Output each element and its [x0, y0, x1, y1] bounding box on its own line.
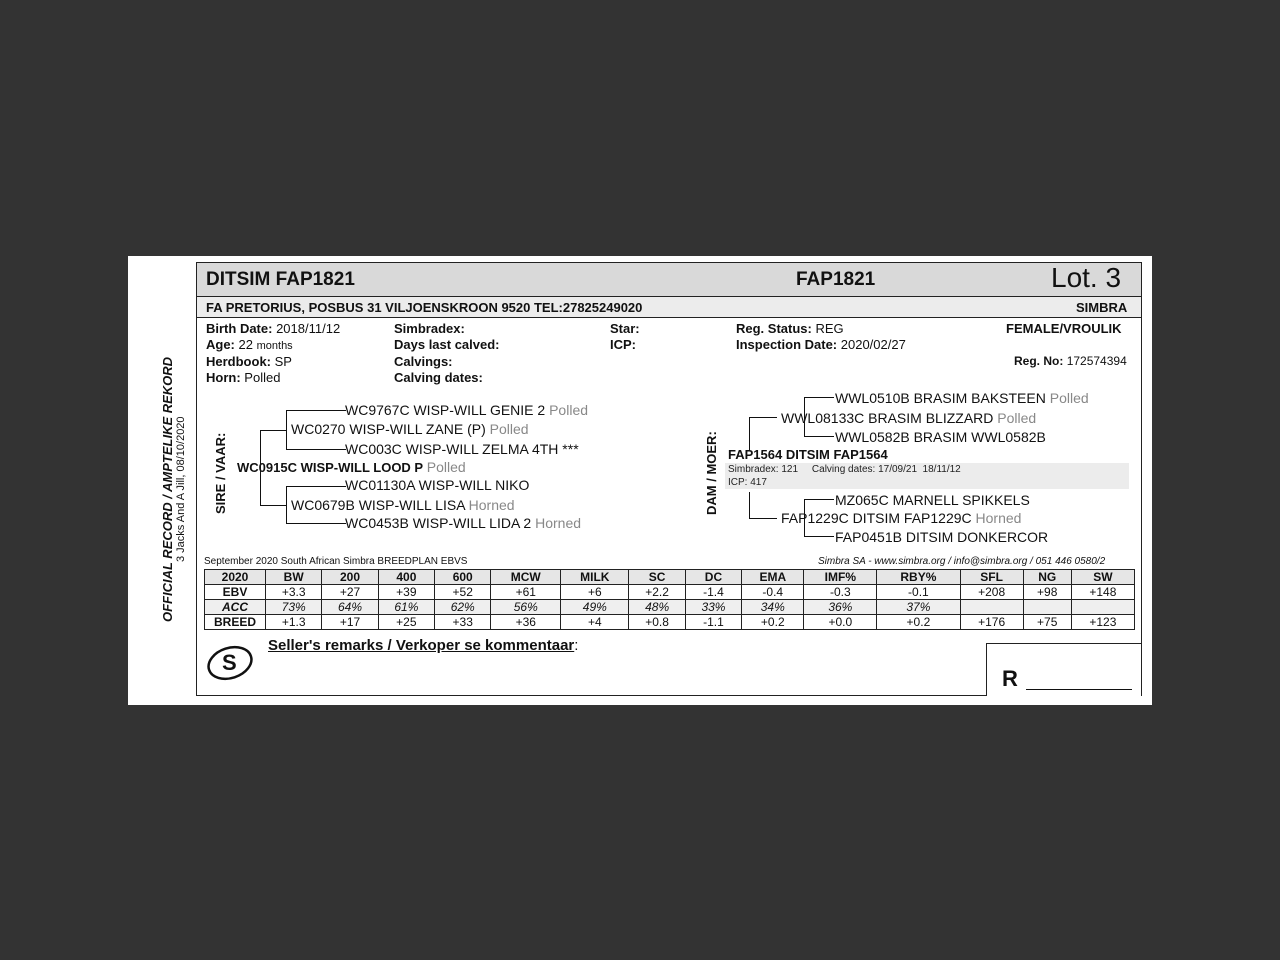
lot-number: Lot. 3 — [1051, 262, 1122, 293]
ebv-cell: 49% — [561, 600, 629, 615]
ebv-cell: +39 — [378, 585, 434, 600]
ebv-cell: +148 — [1071, 585, 1134, 600]
birth-date — [206, 321, 340, 336]
reg-status — [736, 321, 844, 336]
sire-sire-sire — [345, 402, 588, 418]
birth-date-label: Birth Date: — [206, 321, 273, 336]
ebv-trait-header: DC — [685, 570, 741, 585]
record-source: 3 Jacks And A Jill, 08/10/2020 — [175, 416, 187, 562]
ebv-cell: +3.3 — [266, 585, 322, 600]
reg-status-value: REG — [815, 321, 844, 336]
ebv-trait-header: MCW — [491, 570, 561, 585]
dam-sire-dam: WWL0582B BRASIM WWL0582B — [835, 429, 1046, 445]
dam-bracket-line — [804, 536, 834, 537]
ebv-trait-header: NG — [1023, 570, 1071, 585]
ebv-cell: 64% — [322, 600, 378, 615]
sire-dam-dam — [345, 515, 581, 531]
ebv-trait-header: SC — [629, 570, 685, 585]
sellers-remarks — [268, 637, 578, 654]
reg-no-value: 172574394 — [1066, 354, 1127, 368]
ebv-cell: -0.1 — [877, 585, 960, 600]
sire-line — [286, 410, 346, 411]
ebv-cell: +0.8 — [629, 615, 685, 630]
star-label: Star: — [610, 321, 640, 336]
dam-sire-sire-name: WWL0510B BRASIM BAKSTEEN — [835, 390, 1046, 406]
reg-no-label: Reg. No: — [1014, 354, 1064, 368]
dam-label: DAM / MOER: — [704, 431, 719, 515]
ebv-cell — [960, 600, 1023, 615]
breed-label: SIMBRA — [1076, 300, 1128, 315]
dam-dam-horn: Horned — [975, 510, 1022, 526]
inspection-date-label: Inspection Date: — [736, 337, 838, 352]
ebv-cell: +25 — [378, 615, 434, 630]
ebv-cell: +0.2 — [742, 615, 804, 630]
ebv-cell: +4 — [561, 615, 629, 630]
sellers-remarks-label: Seller's remarks / Verkoper se kommentaar — [268, 637, 575, 654]
ebv-cell: 33% — [685, 600, 741, 615]
ebv-cell: -1.4 — [685, 585, 741, 600]
sire-sire-line — [286, 449, 346, 450]
dam-dam-name: FAP1229C DITSIM FAP1229C — [781, 510, 972, 526]
ebv-row-label: BREED — [205, 615, 266, 630]
ebv-cell: +176 — [960, 615, 1023, 630]
sire-label: SIRE / VAAR: — [213, 432, 228, 514]
horn — [206, 370, 280, 385]
sire-dam-name: WC0679B WISP-WILL LISA — [291, 497, 465, 513]
sire-dam-dam-name: WC0453B WISP-WILL LIDA 2 — [345, 515, 532, 531]
ebv-caption: September 2020 South African Simbra BREEDPLAN EBVS — [204, 556, 468, 567]
catalogue-card — [128, 256, 1152, 705]
dam-bracket-line — [749, 417, 750, 451]
ebv-cell: +52 — [435, 585, 491, 600]
official-record-label: OFFICIAL RECORD / AMPTELIKE REKORD — [160, 356, 175, 622]
simbra-logo — [206, 644, 254, 682]
ebv-cell: +98 — [1023, 585, 1071, 600]
ebv-cell — [1023, 600, 1071, 615]
calvings-label: Calvings: — [394, 354, 453, 369]
dam-dam — [781, 510, 1021, 526]
icp-label: ICP: — [610, 337, 636, 352]
ebv-row-label: EBV — [205, 585, 266, 600]
inspection-date — [736, 337, 906, 352]
dam-name: FAP1564 DITSIM FAP1564 — [728, 447, 888, 462]
dam-sire-horn: Polled — [997, 410, 1037, 426]
ebv-cell: -0.4 — [742, 585, 804, 600]
sire-sire — [291, 421, 529, 437]
ebv-cell: +0.0 — [804, 615, 877, 630]
ebv-trait-header: EMA — [742, 570, 804, 585]
dam-sire-sire — [835, 390, 1089, 406]
dam-info-line1: Simbradex: 121 Calving dates: 17/09/21 18/11/12 — [728, 464, 961, 475]
ebv-trait-header: 600 — [435, 570, 491, 585]
ebv-cell: +208 — [960, 585, 1023, 600]
dam-bracket-line — [749, 492, 750, 519]
sire-dam — [291, 497, 515, 513]
ebv-row-acc — [205, 600, 1135, 615]
sire-sire-sire-horn: Polled — [549, 402, 589, 418]
ebv-cell: 62% — [435, 600, 491, 615]
sire-name — [237, 459, 466, 475]
reg-no — [1014, 354, 1127, 368]
sire-sire-dam: WC003C WISP-WILL ZELMA 4TH *** — [345, 441, 579, 457]
ebv-cell: 48% — [629, 600, 685, 615]
ebv-cell: +17 — [322, 615, 378, 630]
sire-sire-sire-name: WC9767C WISP-WILL GENIE 2 — [345, 402, 546, 418]
calving-dates-label: Calving dates: — [394, 370, 483, 385]
sellers-remarks-colon: : — [574, 637, 579, 654]
dam-bracket-line — [804, 436, 834, 437]
age-value: 22 — [238, 337, 253, 352]
ebv-row-breed — [205, 615, 1135, 630]
ebv-cell: +6 — [561, 585, 629, 600]
horn-value: Polled — [244, 370, 281, 385]
ebv-cell: 37% — [877, 600, 960, 615]
dam-dam-dam: FAP0451B DITSIM DONKERCOR — [835, 529, 1049, 545]
ebv-trait-header: 400 — [378, 570, 434, 585]
dam-bracket-line — [749, 518, 777, 519]
dam-bracket-line — [804, 397, 834, 398]
ebv-cell: 73% — [266, 600, 322, 615]
dam-sire — [781, 410, 1036, 426]
ebv-trait-header: RBY% — [877, 570, 960, 585]
ebv-cell: 34% — [742, 600, 804, 615]
sire-bracket-line — [286, 486, 346, 487]
ebv-year-header: 2020 — [205, 570, 266, 585]
price-label: R — [1002, 666, 1018, 691]
ebv-contact: Simbra SA - www.simbra.org / info@simbra.org / 051 446 0580/2 — [818, 556, 1106, 567]
simbra-logo-letter: S — [222, 650, 237, 675]
herdbook-value: SP — [274, 354, 292, 369]
sire-horn: Polled — [426, 459, 466, 475]
sire-sire-name: WC0270 WISP-WILL ZANE (P) — [291, 421, 486, 437]
ebv-trait-header: SFL — [960, 570, 1023, 585]
ebv-cell: +27 — [322, 585, 378, 600]
ebv-cell: -1.1 — [685, 615, 741, 630]
simbradex-label: Simbradex: — [394, 321, 465, 336]
sire-name-text: WC0915C WISP-WILL LOOD P — [237, 460, 424, 475]
sire-bracket-line — [260, 505, 286, 506]
ebv-cell: +36 — [491, 615, 561, 630]
ebv-cell: 61% — [378, 600, 434, 615]
ebv-cell: +33 — [435, 615, 491, 630]
ebv-cell: +75 — [1023, 615, 1071, 630]
ebv-cell: +0.2 — [877, 615, 960, 630]
ebv-trait-header: 200 — [322, 570, 378, 585]
ebv-cell: +61 — [491, 585, 561, 600]
ebv-cell: +2.2 — [629, 585, 685, 600]
sire-bracket-line — [286, 486, 287, 524]
ebv-table-body — [205, 570, 1135, 630]
ebv-cell: -0.3 — [804, 585, 877, 600]
dam-bracket-line — [749, 417, 777, 418]
age — [206, 337, 293, 352]
days-last-calved-label: Days last calved: — [394, 337, 500, 352]
sex-label: FEMALE/VROULIK — [1006, 321, 1122, 336]
ebv-row-label: ACC — [205, 600, 266, 615]
sire-dam-dam-horn: Horned — [535, 515, 582, 531]
ebv-cell: +123 — [1071, 615, 1134, 630]
price-input-line[interactable] — [1026, 689, 1132, 690]
sire-dam-horn: Horned — [468, 497, 515, 513]
animal-title: DITSIM FAP1821 — [206, 269, 355, 290]
sire-bracket-line — [286, 410, 287, 450]
dam-bracket-line — [804, 499, 834, 500]
birth-date-value: 2018/11/12 — [276, 321, 341, 336]
sire-bracket-line — [260, 430, 286, 431]
animal-id: FAP1821 — [796, 269, 876, 290]
ebv-table — [204, 569, 1135, 630]
ebv-trait-header: BW — [266, 570, 322, 585]
ebv-cell: 56% — [491, 600, 561, 615]
age-label: Age: — [206, 337, 235, 352]
ebv-row-ebv — [205, 585, 1135, 600]
ebv-trait-header: MILK — [561, 570, 629, 585]
ebv-header-row — [205, 570, 1135, 585]
dam-dam-sire: MZ065C MARNELL SPIKKELS — [835, 492, 1030, 508]
dam-sire-name: WWL08133C BRASIM BLIZZARD — [781, 410, 994, 426]
ebv-trait-header: SW — [1071, 570, 1134, 585]
dam-sire-sire-horn: Polled — [1049, 390, 1089, 406]
sire-sire-horn: Polled — [489, 421, 529, 437]
owner-address: FA PRETORIUS, POSBUS 31 VILJOENSKROON 9520 TEL:27825249020 — [206, 300, 643, 315]
sire-bracket-line — [286, 523, 346, 524]
inspection-date-value: 2020/02/27 — [840, 337, 906, 352]
ebv-trait-header: IMF% — [804, 570, 877, 585]
horn-label: Horn: — [206, 370, 241, 385]
herdbook — [206, 354, 292, 369]
ebv-cell: 36% — [804, 600, 877, 615]
age-unit: months — [256, 340, 293, 352]
sire-dam-sire: WC01130A WISP-WILL NIKO — [345, 477, 530, 493]
herdbook-label: Herdbook: — [206, 354, 271, 369]
ebv-cell — [1071, 600, 1134, 615]
reg-status-label: Reg. Status: — [736, 321, 812, 336]
dam-info-line2: ICP: 417 — [728, 477, 767, 488]
ebv-cell: +1.3 — [266, 615, 322, 630]
